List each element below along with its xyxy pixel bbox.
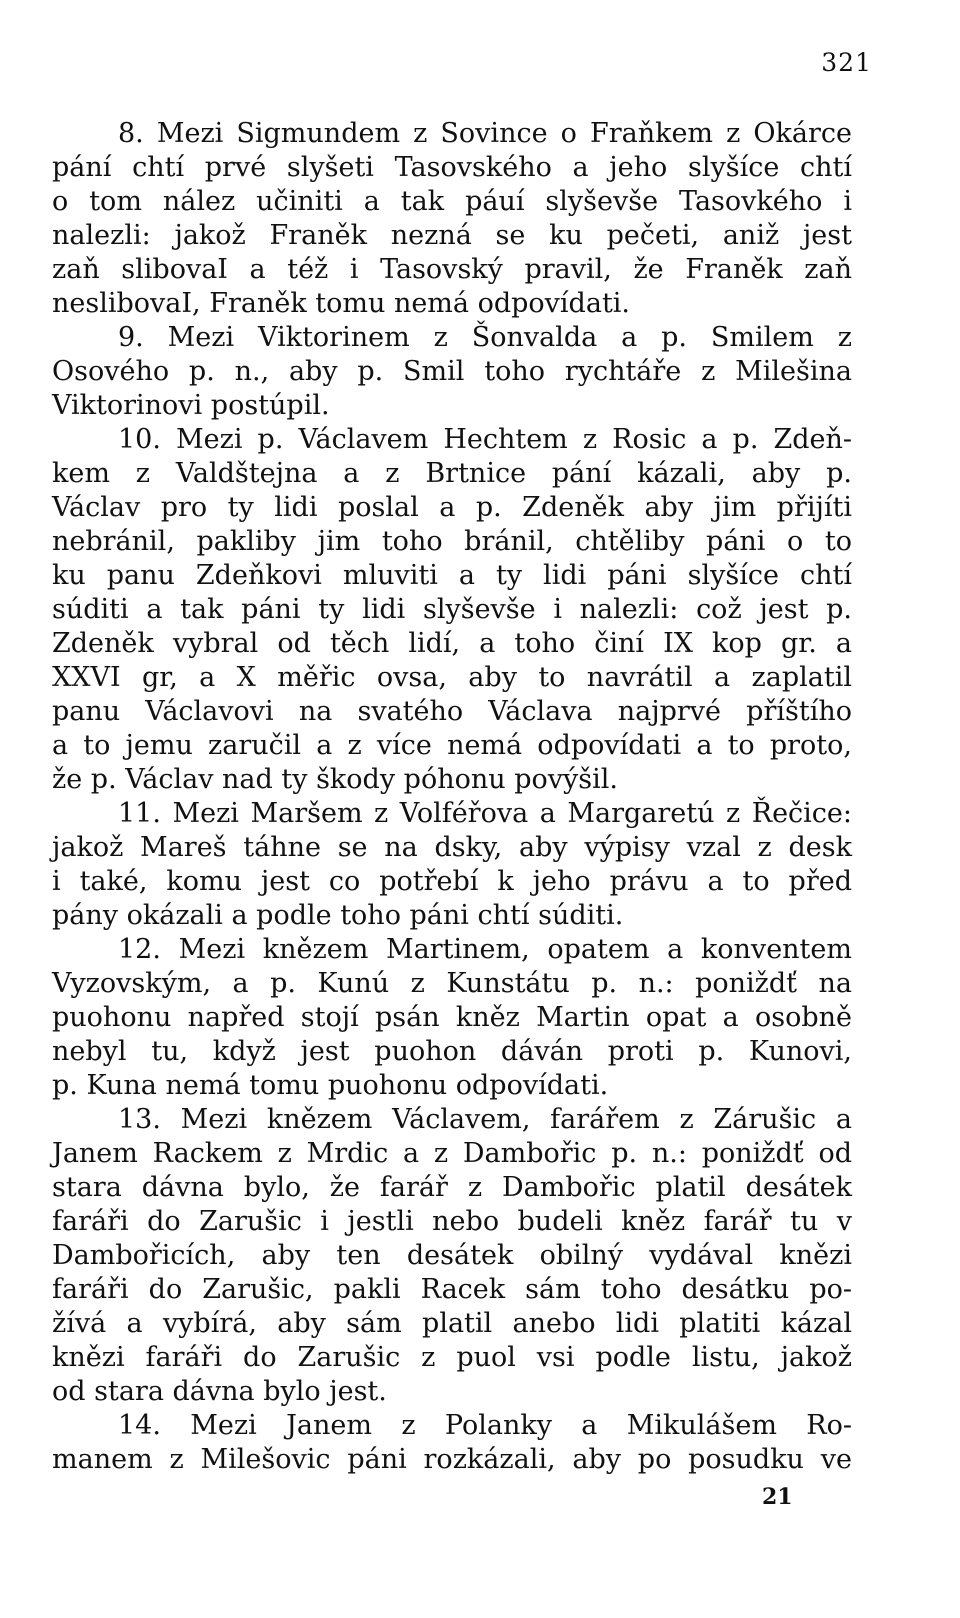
text-line: pání chtí prvé slyšeti Tasovského a jeho slyšíce chtí [52, 152, 852, 183]
signature-mark: 21 [762, 1484, 793, 1510]
text-line: žívá a vybírá, aby sám platil anebo lidi platiti kázal [52, 1308, 852, 1339]
text-line: faráři do Zarušic i jestli nebo budeli kněz farář tu v [52, 1206, 852, 1237]
text-line: a to jemu zaručil a z více nemá odpovídati a to proto, [52, 730, 852, 761]
text-line: že p. Václav nad ty škody póhonu povýšil. [52, 764, 618, 795]
text-line: 12. Mezi knězem Martinem, opatem a konventem [118, 934, 852, 965]
text-line: i také, komu jest co potřebí k jeho právu a to před [52, 866, 852, 897]
text-line: panu Václavovi na svatého Václava najprvé příštího [52, 696, 852, 727]
text-line: knězi faráři do Zarušic z puol vsi podle listu, jakož [52, 1342, 852, 1373]
text-line: Dambořicích, aby ten desátek obilný vydával knězi [52, 1240, 852, 1271]
text-line: 8. Mezi Sigmundem z Sovince o Fraňkem z Okárce [118, 118, 852, 149]
text-line: neslibovaI, Franěk tomu nemá odpovídati. [52, 288, 631, 319]
body-text [52, 117, 852, 1477]
text-line: p. Kuna nemá tomu puohonu odpovídati. [52, 1070, 609, 1101]
text-line: od stara dávna bylo jest. [52, 1376, 387, 1407]
text-line: nebránil, pakliby jim toho bránil, chtěliby páni o to [52, 526, 852, 557]
text-line: zaň slibovaI a též i Tasovský pravil, že Franěk zaň [52, 254, 852, 285]
text-line: o tom nález učiniti a tak páuí slyševše Tasovkého i [52, 186, 852, 217]
text-line: XXVI gr, a X měřic ovsa, aby to navrátil a zaplatil [52, 662, 852, 693]
text-line: Viktorinovi postúpil. [52, 390, 330, 421]
text-line: 9. Mezi Viktorinem z Šonvalda a p. Smilem z [118, 322, 852, 353]
text-line: Zdeněk vybral od těch lidí, a toho činí IX kop gr. a [52, 628, 852, 659]
text-line: faráři do Zarušic, pakli Racek sám toho desátku po- [52, 1274, 852, 1305]
text-line: Václav pro ty lidi poslal a p. Zdeněk aby jim přijíti [52, 492, 852, 523]
text-line: 14. Mezi Janem z Polanky a Mikulášem Ro- [118, 1410, 852, 1441]
text-line: manem z Milešovic páni rozkázali, aby po posudku ve [52, 1444, 852, 1475]
text-line: 10. Mezi p. Václavem Hechtem z Rosic a p. Zdeň- [118, 424, 852, 455]
text-line: kem z Valdštejna a z Brtnice pání kázali, aby p. [52, 458, 852, 489]
text-line: pány okázali a podle toho páni chtí súditi. [52, 900, 624, 931]
text-line: puohonu napřed stojí psán kněz Martin opat a osobně [52, 1002, 852, 1033]
text-line: stara dávna bylo, že farář z Dambořic platil desátek [52, 1172, 852, 1203]
text-line: Vyzovským, a p. Kunú z Kunstátu p. n.: poniždť na [52, 968, 852, 999]
text-line: nebyl tu, když jest puohon dáván proti p. Kunovi, [52, 1036, 852, 1067]
text-line: súditi a tak páni ty lidi slyševše i nalezli: což jest p. [52, 594, 852, 625]
text-line: nalezli: jakož Franěk nezná se ku pečeti, aniž jest [52, 220, 852, 251]
text-line: 11. Mezi Maršem z Volféřova a Margaretú z Řečice: [118, 798, 852, 829]
page-number: 321 [821, 48, 872, 77]
text-line: 13. Mezi knězem Václavem, farářem z Zárušic a [118, 1104, 852, 1135]
text-line: Osového p. n., aby p. Smil toho rychtáře z Milešina [52, 356, 852, 387]
text-line: Janem Rackem z Mrdic a z Dambořic p. n.: poniždť od [52, 1138, 852, 1169]
text-line: ku panu Zdeňkovi mluviti a ty lidi páni slyšíce chtí [52, 560, 852, 591]
text-line: jakož Mareš táhne se na dsky, aby výpisy vzal z desk [52, 832, 852, 863]
